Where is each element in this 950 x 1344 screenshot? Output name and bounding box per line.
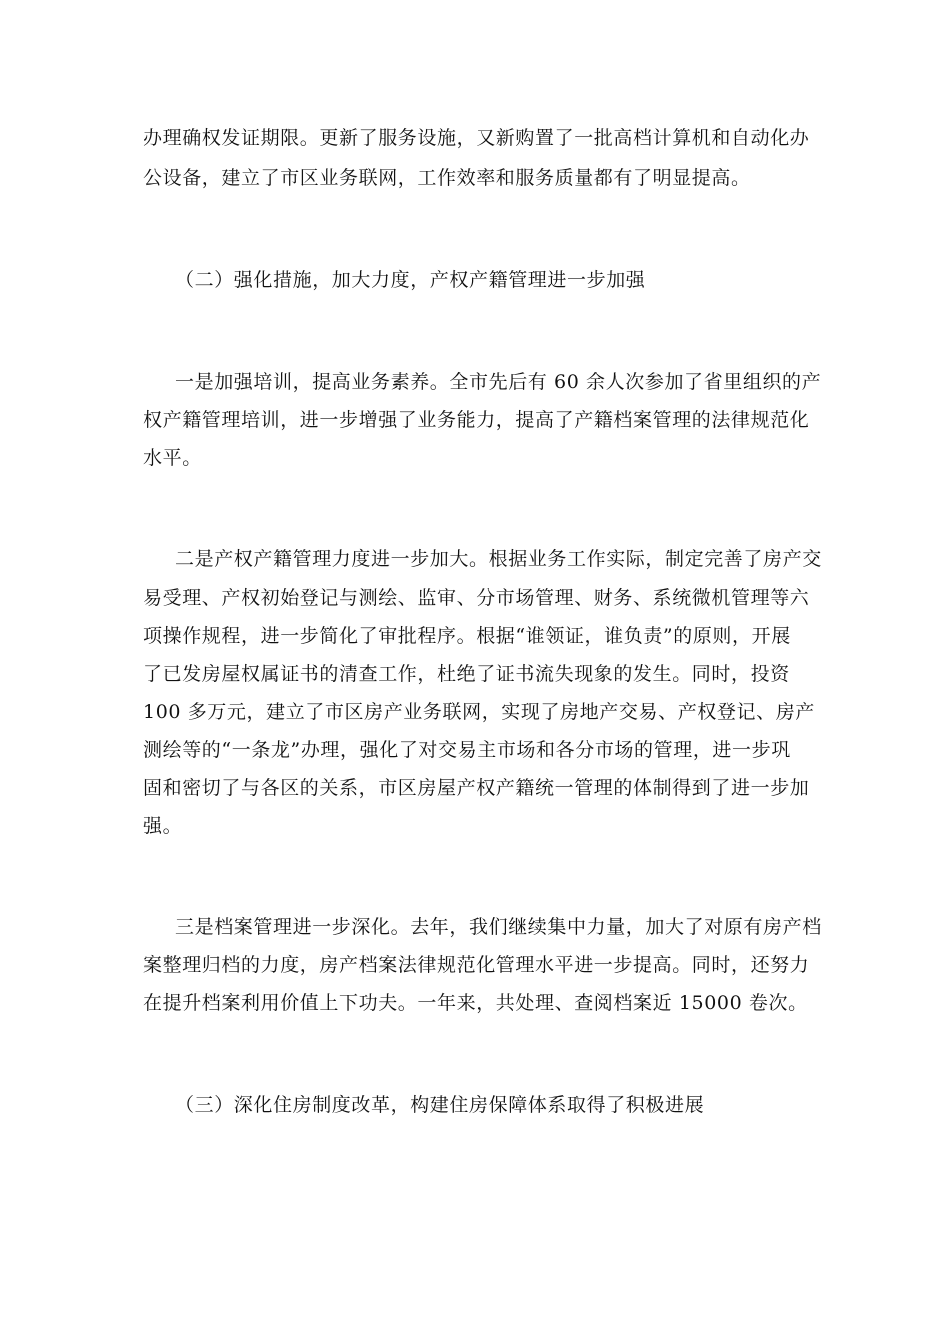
- para-management-line-2: 易受理、产权初始登记与测绘、监审、分市场管理、财务、系统微机管理等六: [143, 587, 810, 609]
- para-management-line-7: 固和密切了与各区的关系，市区房屋产权产籍统一管理的体制得到了进一步加: [143, 777, 810, 799]
- para-training-line-3: 水平。: [143, 447, 202, 469]
- para-management-line-6: 测绘等的“一条龙”办理，强化了对交易主市场和各分市场的管理，进一步巩: [143, 739, 791, 761]
- para-training-line-2: 权产籍管理培训，进一步增强了业务能力，提高了产籍档案管理的法律规范化: [143, 409, 810, 431]
- para-management-line-5: 100 多万元，建立了市区房产业务联网，实现了房地产交易、产权登记、房产: [143, 701, 815, 723]
- para-archives-line-2: 案整理归档的力度，房产档案法律规范化管理水平进一步提高。同时，还努力: [143, 954, 810, 976]
- para-management-line-3: 项操作规程，进一步简化了审批程序。根据“谁领证，谁负责”的原则，开展: [143, 625, 791, 647]
- section-heading-3: （三）深化住房制度改革，构建住房保障体系取得了积极进展: [175, 1094, 705, 1116]
- para-intro-line-2: 公设备，建立了市区业务联网，工作效率和服务质量都有了明显提高。: [143, 167, 751, 189]
- para-archives-line-1: 三是档案管理进一步深化。去年，我们继续集中力量，加大了对原有房产档: [175, 916, 822, 938]
- para-intro-line-1: 办理确权发证期限。更新了服务设施，又新购置了一批高档计算机和自动化办: [143, 127, 810, 149]
- para-management-line-8: 强。: [143, 815, 183, 837]
- para-management-line-4: 了已发房屋权属证书的清查工作，杜绝了证书流失现象的发生。同时，投资: [143, 663, 790, 685]
- para-archives-line-3: 在提升档案利用价值上下功夫。一年来，共处理、查阅档案近 15000 卷次。: [143, 992, 808, 1014]
- para-management-line-1: 二是产权产籍管理力度进一步加大。根据业务工作实际，制定完善了房产交: [175, 548, 822, 570]
- section-heading-2: （二）强化措施，加大力度，产权产籍管理进一步加强: [175, 269, 646, 291]
- para-training-line-1: 一是加强培训，提高业务素养。全市先后有 60 余人次参加了省里组织的产: [175, 371, 822, 393]
